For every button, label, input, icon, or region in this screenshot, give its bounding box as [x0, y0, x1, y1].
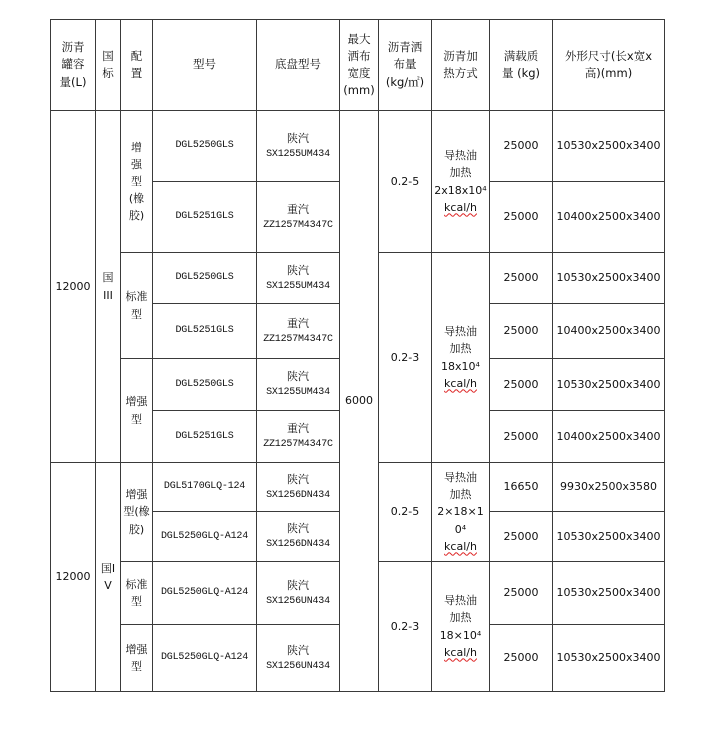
header-heating: 沥青加 热方式 [432, 20, 490, 111]
capacity-cell: 12000 [51, 463, 96, 692]
header-capacity: 沥青 罐容 量(L) [51, 20, 96, 111]
dimensions-cell: 10530x2500x3400 [553, 512, 665, 562]
dimensions-cell: 10530x2500x3400 [553, 253, 665, 304]
chassis-code: ZZ1257M4347C [263, 219, 333, 231]
chassis-cell [257, 512, 340, 562]
config-cell: 标准 型 [121, 253, 153, 359]
chassis-code: SX1255UM434 [266, 387, 330, 399]
heating-line: kcal/h [444, 200, 477, 214]
max-width-cell: 6000 [340, 111, 379, 692]
full-load-cell: 25000 [490, 359, 553, 411]
capacity-cell: 12000 [51, 111, 96, 463]
heating-cell [432, 463, 490, 562]
dimensions-cell: 10530x2500x3400 [553, 625, 665, 692]
chassis-brand: 陕汽 [287, 472, 309, 486]
model-cell: DGL5251GLS [153, 304, 257, 359]
config-cell: 增强 型(橡 胶) [121, 463, 153, 562]
heating-line: 导热油 [444, 594, 477, 608]
dimensions-cell: 10400x2500x3400 [553, 304, 665, 359]
chassis-code: SX1256DN434 [266, 489, 330, 501]
spread-rate-cell: 0.2-5 [379, 463, 432, 562]
chassis-code: SX1255UM434 [266, 148, 330, 160]
heating-line: 导热油 [444, 325, 477, 339]
spread-rate-cell: 0.2-3 [379, 562, 432, 692]
dimensions-cell: 10400x2500x3400 [553, 182, 665, 253]
full-load-cell: 25000 [490, 562, 553, 625]
config-cell: 增强 型 [121, 359, 153, 463]
model-cell: DGL5250GLS [153, 253, 257, 304]
chassis-cell [257, 304, 340, 359]
config-cell: 增强 型 [121, 625, 153, 692]
header-chassis: 底盘型号 [257, 20, 340, 111]
standard-cell: 国IV [96, 463, 121, 692]
chassis-code: ZZ1257M4347C [263, 439, 333, 451]
header-model: 型号 [153, 20, 257, 111]
dimensions-cell: 9930x2500x3580 [553, 463, 665, 512]
chassis-brand: 重汽 [287, 202, 309, 216]
heating-line: 加热 [449, 611, 472, 625]
chassis-cell [257, 625, 340, 692]
dimensions-cell: 10530x2500x3400 [553, 111, 665, 182]
chassis-code: SX1256UN434 [266, 595, 330, 607]
full-load-cell: 25000 [490, 625, 553, 692]
table-row [51, 111, 665, 182]
header-standard: 国 标 [96, 20, 121, 111]
heating-line: kcal/h [444, 539, 477, 553]
header-dimensions: 外形尺寸(长x宽x 高)(mm) [553, 20, 665, 111]
config-cell: 增 强 型 (橡 胶) [121, 111, 153, 253]
heating-line: 2x18x10⁴ [434, 183, 487, 197]
heating-line: 加热 [449, 342, 472, 356]
chassis-cell [257, 411, 340, 463]
chassis-code: SX1256DN434 [266, 539, 330, 551]
full-load-cell: 25000 [490, 253, 553, 304]
spread-rate-cell: 0.2-5 [379, 111, 432, 253]
full-load-cell: 16650 [490, 463, 553, 512]
full-load-cell: 25000 [490, 111, 553, 182]
full-load-cell: 25000 [490, 512, 553, 562]
model-cell: DGL5250GLQ-A124 [153, 512, 257, 562]
model-cell: DGL5251GLS [153, 411, 257, 463]
model-cell: DGL5250GLQ-A124 [153, 625, 257, 692]
heating-line: 加热 [449, 166, 472, 180]
header-full-load: 满载质 量 (kg) [490, 20, 553, 111]
full-load-cell: 25000 [490, 411, 553, 463]
heating-line: 18×10⁴ [439, 628, 482, 642]
heating-line: 2×18×10⁴ [437, 505, 484, 536]
config-cell: 标准 型 [121, 562, 153, 625]
dimensions-cell: 10530x2500x3400 [553, 562, 665, 625]
chassis-cell [257, 182, 340, 253]
heating-line: 18x10⁴ [441, 359, 480, 373]
chassis-cell [257, 253, 340, 304]
heating-line: 导热油 [444, 471, 477, 485]
chassis-cell [257, 463, 340, 512]
chassis-brand: 重汽 [287, 316, 309, 330]
model-cell: DGL5250GLS [153, 111, 257, 182]
full-load-cell: 25000 [490, 182, 553, 253]
chassis-cell [257, 562, 340, 625]
full-load-cell: 25000 [490, 304, 553, 359]
chassis-cell [257, 359, 340, 411]
heating-line: kcal/h [444, 645, 477, 659]
chassis-cell [257, 111, 340, 182]
chassis-brand: 陕汽 [287, 263, 309, 277]
heating-line: 导热油 [444, 149, 477, 163]
chassis-brand: 重汽 [287, 422, 309, 436]
model-cell: DGL5250GLS [153, 359, 257, 411]
dimensions-cell: 10530x2500x3400 [553, 359, 665, 411]
header-max-width: 最大 洒布 宽度 (mm) [340, 20, 379, 111]
standard-cell: 国 III [96, 111, 121, 463]
header-spread-rate: 沥青洒 布量 (kg/㎡) [379, 20, 432, 111]
chassis-code: SX1255UM434 [266, 280, 330, 292]
chassis-code: ZZ1257M4347C [263, 333, 333, 345]
model-cell: DGL5250GLQ-A124 [153, 562, 257, 625]
heating-cell [432, 253, 490, 463]
chassis-brand: 陕汽 [287, 643, 309, 657]
chassis-brand: 陕汽 [287, 131, 309, 145]
heating-line: 加热 [449, 488, 472, 502]
heating-line: kcal/h [444, 376, 477, 390]
spread-rate-cell: 0.2-3 [379, 253, 432, 463]
chassis-brand: 陕汽 [287, 370, 309, 384]
header-row [51, 20, 665, 111]
asphalt-distributor-spec-table [50, 19, 665, 692]
chassis-brand: 陕汽 [287, 522, 309, 536]
model-cell: DGL5251GLS [153, 182, 257, 253]
heating-cell [432, 562, 490, 692]
chassis-code: SX1256UN434 [266, 660, 330, 672]
header-config: 配 置 [121, 20, 153, 111]
dimensions-cell: 10400x2500x3400 [553, 411, 665, 463]
chassis-brand: 陕汽 [287, 578, 309, 592]
heating-cell [432, 111, 490, 253]
model-cell: DGL5170GLQ-124 [153, 463, 257, 512]
